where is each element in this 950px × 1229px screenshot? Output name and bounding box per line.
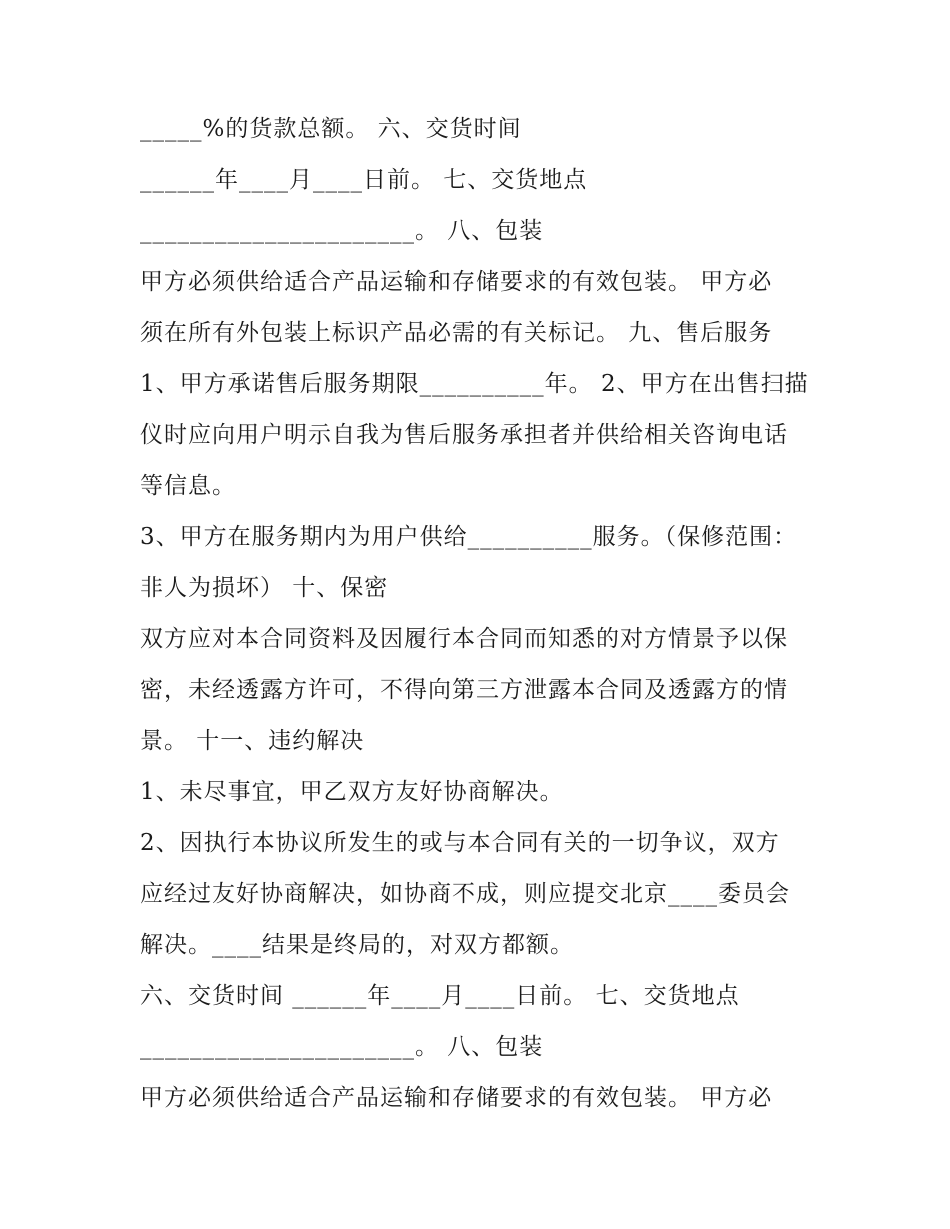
text-line: 3、甲方在服务期内为用户供给__________服务。（保修范围： [140,524,798,550]
text-line: 解决。____结果是终局的，对双方都额。 [140,932,574,958]
text-line: 六、交货时间 ______年____月____日前。 七、交货地点 [140,983,740,1009]
text-line: 1、未尽事宜，甲乙双方友好协商解决。 [140,779,564,805]
text-line: ______________________。 八、包装 [140,1034,544,1060]
text-line: 甲方必须供给适合产品运输和存储要求的有效包装。 甲方必 [140,269,773,295]
text-line: 1、甲方承诺售后服务期限__________年。 2、甲方在出售扫描 [140,371,809,397]
text-line: ______年____月____日前。 七、交货地点 [140,167,588,193]
text-line: 非人为损坏） 十、保密 [140,575,389,601]
text-line: 双方应对本合同资料及因履行本合同而知悉的对方情景予以保 [140,626,788,652]
text-line: 2、因执行本协议所发生的或与本合同有关的一切争议，双方 [140,830,780,856]
text-line: 须在所有外包装上标识产品必需的有关标记。 九、售后服务 [140,320,773,346]
text-line: 等信息。 [140,473,236,499]
text-line: 仪时应向用户明示自我为售后服务承担者并供给相关咨询电话 [140,422,788,448]
text-line: ______________________。 八、包装 [140,218,544,244]
text-line: 景。 十一、违约解决 [140,728,365,754]
document-body [140,107,820,1127]
text-line: 应经过友好协商解决，如协商不成，则应提交北京____委员会 [140,881,790,907]
text-line: 密，未经透露方许可，不得向第三方泄露本合同及透露方的情 [140,677,788,703]
text-line: _____%的货款总额。 六、交货时间 [140,116,522,142]
text-line: 甲方必须供给适合产品运输和存储要求的有效包装。 甲方必 [140,1085,773,1111]
